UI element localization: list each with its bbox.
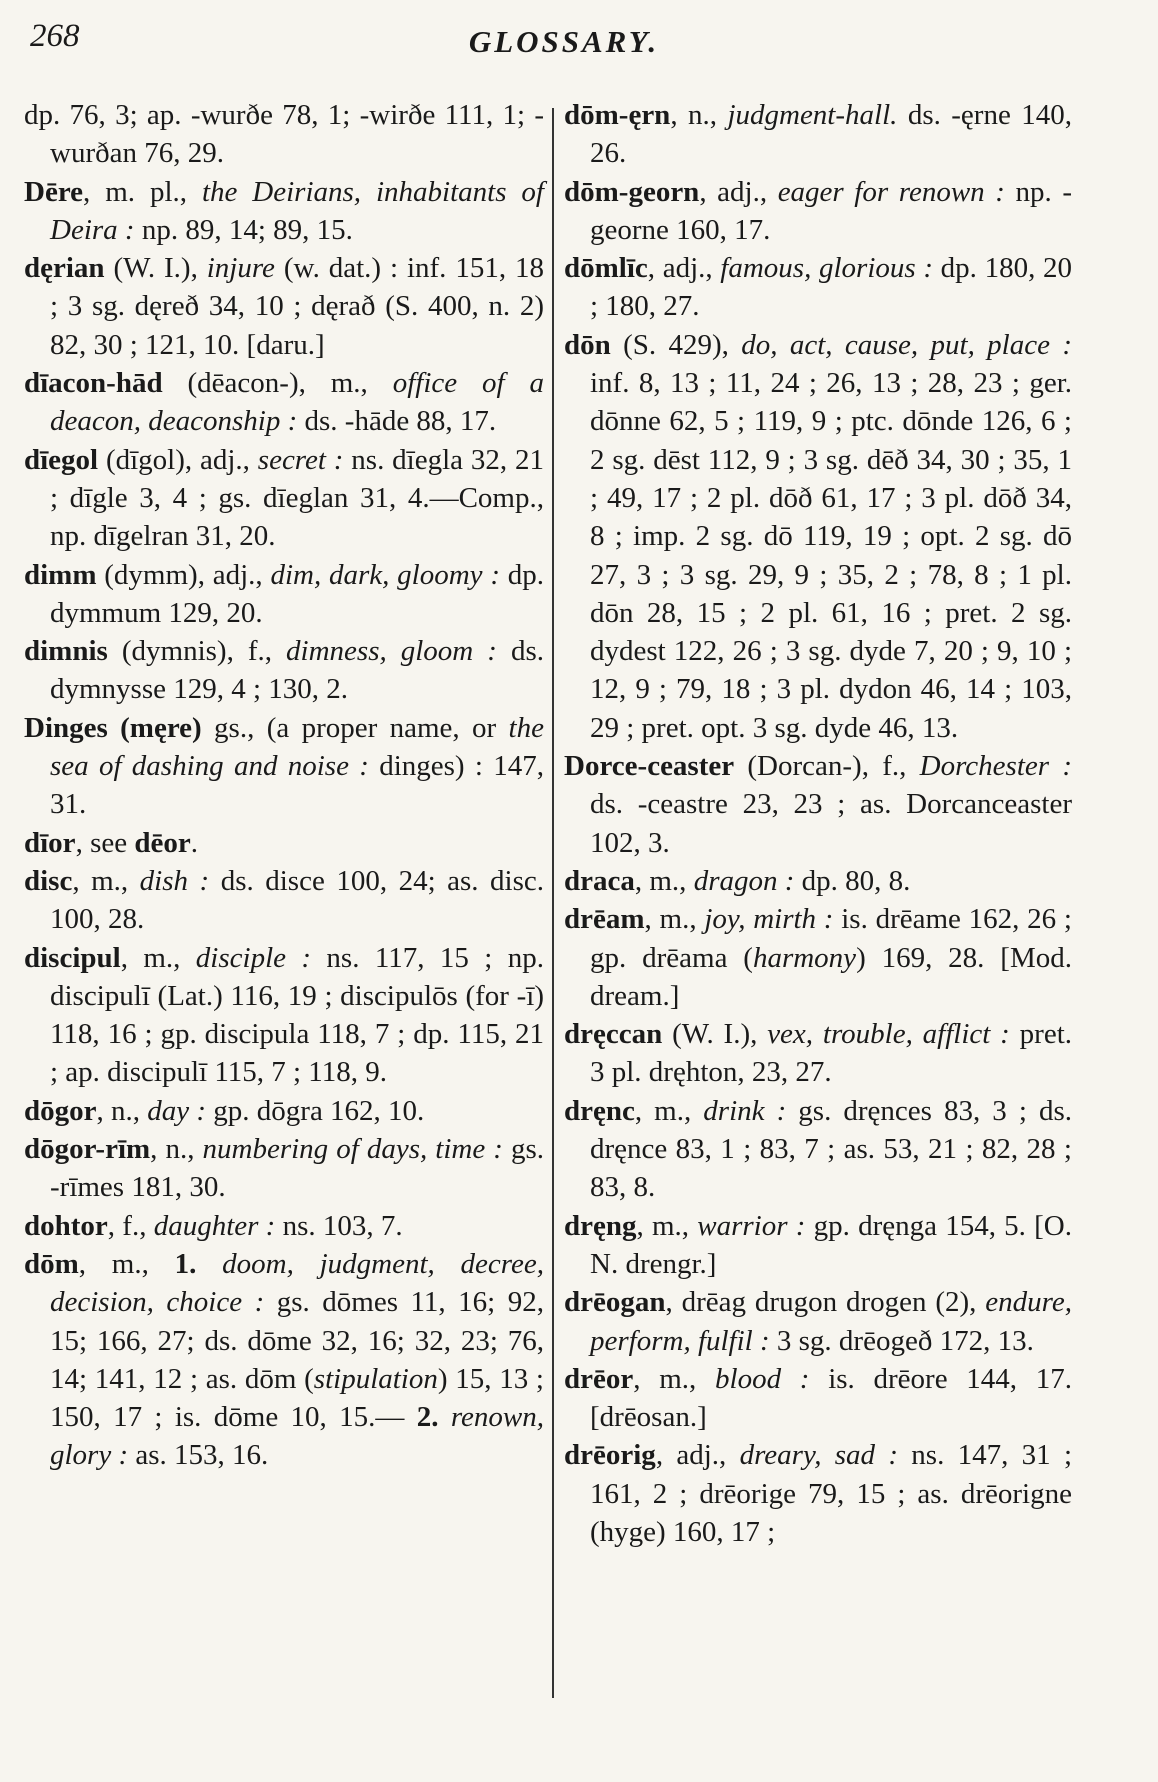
definition: stipulation <box>313 1362 438 1395</box>
definition: vex, trouble, afflict : <box>767 1018 1010 1051</box>
headword: drēorig <box>564 1439 656 1472</box>
headword: 1. <box>174 1247 197 1280</box>
entry-text <box>196 1248 222 1280</box>
glossary-entry <box>24 824 544 862</box>
entry-text: (S. 429), <box>610 328 742 361</box>
entry-text: gp. dōgra 162, 10. <box>206 1094 425 1127</box>
entry-text: (dīgol), adj., <box>98 443 258 476</box>
definition: secret : <box>257 443 344 476</box>
glossary-entry <box>564 747 1072 862</box>
definition: doom, judgment, decree, decision, choice : <box>50 1247 544 1319</box>
definition: office of a deacon, deaconship : <box>50 367 544 438</box>
headword: dimm <box>24 558 97 591</box>
glossary-entry <box>24 249 544 364</box>
entry-text: (dymm), adj., <box>96 558 271 591</box>
entry-text: dinges) : 147, 31. <box>50 750 544 821</box>
glossary-entry <box>24 1092 544 1130</box>
page-header <box>30 18 1098 68</box>
page-number: 268 <box>30 18 80 54</box>
headword: Dinges (męre) <box>24 711 202 744</box>
glossary-entry <box>564 96 1072 173</box>
definition: judgment-hall. <box>727 99 898 131</box>
entry-text: dp. dymmum 129, 20. <box>50 558 545 629</box>
glossary-entry <box>564 249 1072 326</box>
headword: disc <box>24 864 73 897</box>
entry-text: gs. dōmes 11, 16; 92, 15; 166, 27; ds. dōme 32, 16; 32, 23; 76, 14; 141, 12 ; as. dōm ( <box>50 1286 544 1395</box>
definition: eager for renown : <box>777 175 1005 208</box>
definition: dreary, sad : <box>739 1439 898 1472</box>
entry-text: ns. 103, 7. <box>275 1209 403 1242</box>
definition: joy, mirth : <box>704 903 834 936</box>
entry-text: , see <box>75 826 135 859</box>
entry-text: (W. I.), <box>104 252 207 285</box>
glossary-entry <box>564 900 1072 1015</box>
entry-text <box>438 1401 450 1433</box>
definition: day : <box>147 1094 207 1127</box>
headword: draca <box>564 864 635 897</box>
definition: harmony <box>752 941 857 974</box>
entry-text: np. -georne 160, 17. <box>590 175 1072 246</box>
entry-text: gs. dręnces 83, 3 ; ds. dręnce 83, 1 ; 83, 7 ; as. 53, 21 ; 82, 28 ; 83, 8. <box>590 1094 1073 1204</box>
glossary-entry <box>564 1092 1072 1207</box>
entry-text: , m., <box>644 903 705 936</box>
entry-text: is. drēame 162, 26 ; gp. drēama ( <box>590 903 1072 974</box>
headword: dōn <box>564 328 611 361</box>
glossary-entry <box>24 939 544 1092</box>
entry-text: , m., <box>120 941 196 974</box>
entry-text: , adj., <box>647 252 721 285</box>
definition: famous, glorious : <box>720 252 934 285</box>
entry-text: , m. pl., <box>83 175 202 208</box>
entry-text: np. 89, 14; 89, 15. <box>134 213 353 246</box>
headword: dōm-ęrn <box>564 99 671 131</box>
glossary-entry <box>24 441 544 556</box>
entry-text: ds. dymnysse 129, 4 ; 130, 2. <box>50 635 544 706</box>
glossary-entry <box>24 364 544 441</box>
entry-text: gp. dręnga 154, 5. [O. N. drengr.] <box>590 1209 1072 1280</box>
glossary-entry <box>24 1130 544 1207</box>
entry-text: (Dorcan-), f., <box>734 750 920 783</box>
headword: dōmlīc <box>564 252 648 285</box>
entry-text: , m., <box>634 864 694 897</box>
glossary-entry <box>564 1207 1072 1284</box>
entry-text: , f., <box>107 1209 154 1242</box>
entry-text: , n., <box>150 1133 203 1166</box>
entry-text: ds. -ęrne 140, 26. <box>590 99 1073 170</box>
entry-text: gs., (a proper name, or <box>201 711 509 744</box>
entry-text: (dymnis), f., <box>107 635 287 668</box>
glossary-entry <box>24 1245 544 1475</box>
entry-text: dp. 80, 8. <box>794 864 911 897</box>
glossary-entry <box>24 1207 544 1245</box>
definition: dimness, gloom : <box>286 635 497 668</box>
glossary-entry <box>24 556 544 633</box>
glossary-entry <box>564 1283 1072 1360</box>
definition: dim, dark, gloomy : <box>270 558 500 591</box>
glossary-entry <box>564 173 1072 250</box>
entry-text: ds. -hāde 88, 17. <box>297 405 497 438</box>
definition: Dorchester : <box>919 750 1072 783</box>
headword: dīegol <box>24 443 99 476</box>
glossary-entry <box>564 1015 1072 1092</box>
entry-text: inf. 8, 13 ; 11, 24 ; 26, 13 ; 28, 23 ; ger. dōnne 62, 5 ; 119, 9 ; ptc. dōnde 126, 6 ; 2 sg. dēst 112, 9 ; 3 sg. dēð 34, 30 ; 35, 1 ; 49, 17 ; 2 pl. dōð 61, 17 ; 3 pl. dōð 34, 8 ; imp. 2 sg. dō 119, 19 ; opt. 2 sg. dō 27, 3 ; 3 sg. 29, 9 ; 35, 2 ; 78, 8 ; 1 pl. dōn 28, 15 ; 2 pl. 61, 16 ; pret. 2 sg. dydest 122, 26 ; 3 sg. dyde 7, 20 ; 9, 10 ; 12, 9 ; 79, 18 ; 3 pl. dydon 46, 14 ; 103, 29 ; pret. opt. 3 sg. dyde 46, 13. <box>590 367 1072 744</box>
headword: dręnc <box>564 1094 635 1127</box>
headword: dręng <box>564 1209 637 1242</box>
glossary-entry <box>564 1360 1072 1437</box>
entry-text: as. 153, 16. <box>128 1439 269 1472</box>
headword: dōm <box>24 1247 79 1280</box>
headword: drēogan <box>564 1286 666 1319</box>
definition: blood : <box>715 1362 810 1395</box>
running-title: GLOSSARY. <box>468 24 660 59</box>
glossary-entry <box>24 862 544 939</box>
headword: Dēre <box>24 175 84 208</box>
definition: daughter : <box>153 1209 276 1242</box>
entry-text: , drēag drugon drogen (2), <box>665 1286 986 1319</box>
definition: the Deirians, inhabitants of Deira : <box>50 175 544 246</box>
glossary-entry <box>564 326 1072 747</box>
entry-text: ds. -ceastre 23, 23 ; as. Dorcanceaster 102, 3. <box>590 788 1072 859</box>
entry-text: 3 sg. drēogeð 172, 13. <box>769 1324 1034 1357</box>
headword: dęrian <box>24 252 105 285</box>
definition: renown, glory : <box>50 1401 544 1472</box>
entry-text: ) 169, 28. [Mod. dream.] <box>590 941 1072 1012</box>
entry-text: (dēacon-), m., <box>162 367 393 400</box>
right-column <box>564 96 1072 1551</box>
entry-text: is. drēore 144, 17. [drēosan.] <box>590 1362 1073 1434</box>
entry-text: , m., <box>636 1209 698 1242</box>
entry-text: , n., <box>670 99 728 131</box>
entry-text: ns. dīegla 32, 21 ; dīgle 3, 4 ; gs. dīeglan 31, 4.—Comp., np. dīgelran 31, 20. <box>50 443 544 553</box>
entry-text: ns. 117, 15 ; np. discipulī (Lat.) 116, 19 ; discipulōs (for -ī) 118, 16 ; gp. discipula 118, 7 ; dp. 115, 21 ; ap. discipulī 115, 7 ; 118, 9. <box>50 941 544 1089</box>
left-column <box>24 96 544 1475</box>
entry-text: , n., <box>96 1094 148 1127</box>
headword: dręccan <box>564 1018 663 1051</box>
definition: do, act, cause, put, place : <box>741 328 1072 361</box>
entry-text: , m., <box>72 864 140 897</box>
glossary-entry <box>564 862 1072 900</box>
entry-text: (w. dat.) : inf. 151, 18 ; 3 sg. dęreð 34, 10 ; dęrað (S. 400, n. 2) 82, 30 ; 121, 10. [daru.] <box>50 252 544 361</box>
glossary-entry <box>24 96 544 173</box>
definition: dish : <box>139 864 210 897</box>
entry-text: , m., <box>634 1094 704 1127</box>
entry-text: , adj., <box>655 1439 740 1472</box>
entry-text: ns. 147, 31 ; 161, 2 ; drēorige 79, 15 ; as. drēorigne (hyge) 160, 17 ; <box>590 1439 1072 1548</box>
entry-text: , adj., <box>699 175 778 208</box>
entry-text: (W. I.), <box>662 1018 768 1051</box>
headword: discipul <box>24 941 121 974</box>
entry-text: . <box>190 826 198 859</box>
entry-text: dp. 180, 20 ; 180, 27. <box>590 252 1073 323</box>
column-divider <box>552 108 554 1698</box>
headword: dōgor <box>24 1094 97 1127</box>
glossary-entry <box>24 709 544 824</box>
entry-text: gs. -rīmes 181, 30. <box>50 1133 544 1204</box>
headword: dohtor <box>24 1209 108 1242</box>
definition: numbering of days, time : <box>202 1133 503 1166</box>
headword: dimnis <box>24 635 108 668</box>
definition: disciple : <box>195 941 312 974</box>
headword: dōm-georn <box>564 175 700 208</box>
definition: dragon : <box>693 864 795 897</box>
headword: dīacon-hād <box>24 367 163 400</box>
glossary-entry <box>564 1436 1072 1551</box>
definition: endure, perform, fulfil : <box>590 1286 1072 1357</box>
entry-text: pret. 3 pl. dręhton, 23, 27. <box>590 1018 1072 1089</box>
headword: dēor <box>134 826 191 859</box>
glossary-entry <box>24 632 544 709</box>
headword: drēor <box>564 1362 634 1395</box>
entry-text: ) 15, 13 ; 150, 17 ; is. dōme 10, 15.— <box>50 1362 544 1434</box>
headword: drēam <box>564 903 645 936</box>
definition: drink : <box>703 1094 787 1127</box>
headword: dōgor-rīm <box>24 1133 151 1166</box>
definition: the sea of dashing and noise : <box>50 711 544 783</box>
entry-text: , m., <box>633 1362 716 1395</box>
headword: 2. <box>416 1401 439 1434</box>
headword: dīor <box>24 826 76 859</box>
entry-text: , m., <box>78 1247 175 1280</box>
definition: warrior : <box>697 1209 806 1242</box>
glossary-entry <box>24 173 544 250</box>
definition: injure <box>206 252 275 285</box>
entry-text: dp. 76, 3; ap. -wurðe 78, 1; -wirðe 111, 1; -wurðan 76, 29. <box>24 99 544 170</box>
headword: Dorce-ceaster <box>564 750 735 783</box>
entry-text: ds. disce 100, 24; as. disc. 100, 28. <box>50 864 545 936</box>
